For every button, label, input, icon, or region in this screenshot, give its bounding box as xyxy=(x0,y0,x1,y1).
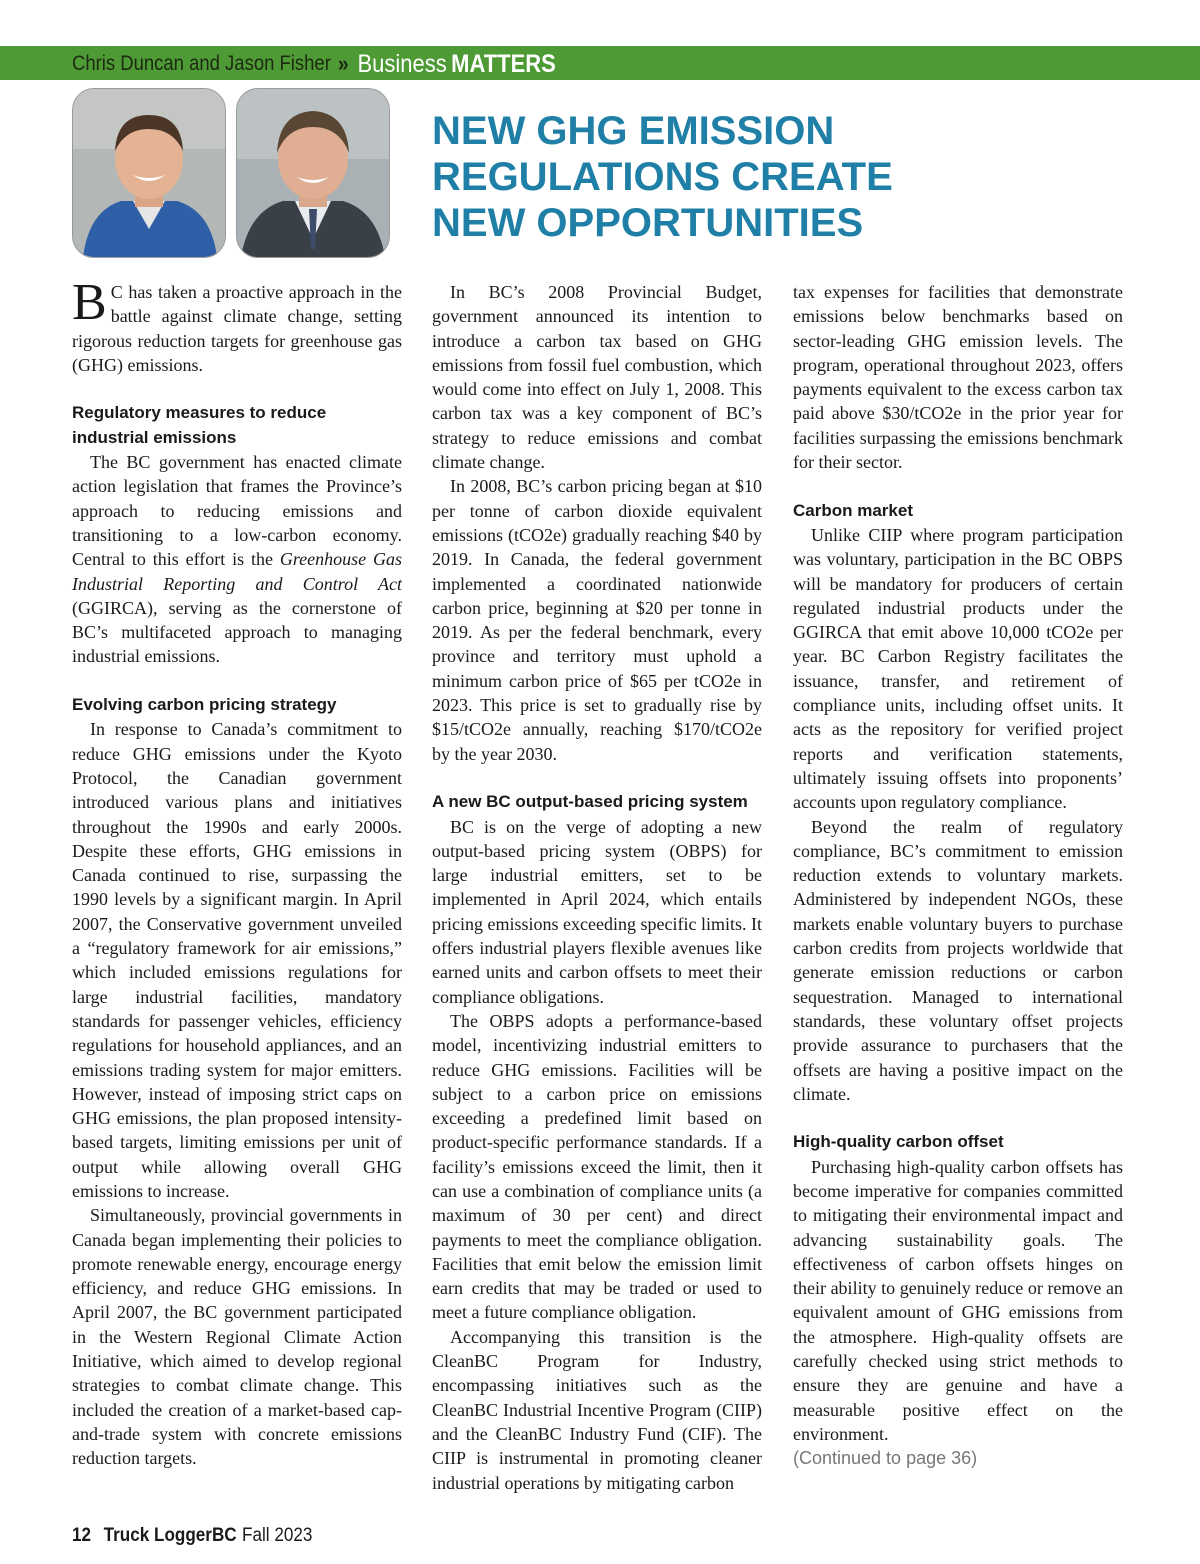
page-footer xyxy=(72,1522,312,1550)
article-column-3 xyxy=(793,280,1123,1470)
body-paragraph: Beyond the realm of regulatory compliance, BC’s commitment to emission reduction extends to voluntary markets. Administered by independent NGOs, these markets enable voluntary buyers to purchase carbon credits from projects worldwide that generate emission reductions or carbon sequestration. Managed to international standards, these voluntary offset projects provide assurance to purchasers that the offsets are having a positive impact on the climate. xyxy=(793,816,1123,1104)
headline-line: NEW OPPORTUNITIES xyxy=(432,201,864,245)
body-paragraph xyxy=(72,450,402,669)
body-text: The BC government has enacted climate action legislation that frames the Province’s approach to reducing emissions and transitioning to a low-carbon economy. Central to this effort is the xyxy=(72,452,402,570)
act-title: Greenhouse Gas Industrial Reporting and Control Act xyxy=(72,549,403,594)
article-column-1 xyxy=(72,274,403,1471)
body-paragraph: In BC’s 2008 Provincial Budget, government announced its intention to introduce a carbon tax based on GHG emissions from fossil fuel combustion, which would come into effect on July 1, 2008. This carbon tax was a key component of BC’s strategy to reduce emissions and combat climate change. xyxy=(432,282,762,473)
author-names: Chris Duncan and Jason Fisher xyxy=(72,52,331,75)
section-header xyxy=(72,48,556,80)
heading-carbon-market: Carbon market xyxy=(793,500,913,520)
body-paragraph: Purchasing high-quality carbon offsets has become imperative for companies committed to mitigating their environmental impact and advancing sustainability goals. The effectiveness of carbon offsets hinges on their ability to genuinely reduce or remove an equivalent amount of GHG emissions from the atmosphere. High-quality offsets are carefully checked using strict methods to ensure they are genuine and have a measurable positive effect on the environment. xyxy=(793,1156,1123,1444)
article-column-2 xyxy=(432,280,762,1495)
body-paragraph: Unlike CIIP where program participation was voluntary, participation in the BC OBPS will be mandatory for producers of certain regulated industrial products under the GGIRCA that emit above 10,000 tCO2e per year. BC Carbon Registry facilitates the issuance, transfer, and retirement of compliance units, including offset units. It acts as the repository for verified project reports and verification statements, ultimately issuing offsets into proponents’ accounts upon regulatory compliance. xyxy=(793,524,1123,813)
body-paragraph: In 2008, BC’s carbon pricing began at $10 per tonne of carbon dioxide equivalent emissions (tCO2e) gradually reaching $40 by 2019. In Canada, the federal government implemented a coordinated nationwide carbon price, beginning at $20 per tonne in 2019. As per the federal benchmark, every province and territory must uphold a minimum carbon price of $65 per tCO2e in 2023. This price is set to gradually rise by $15/tCO2e annually, reaching $170/tCO2e by the year 2030. xyxy=(432,476,762,764)
magazine-name: Truck LoggerBC xyxy=(103,1525,237,1546)
section-name-bold: MATTERS xyxy=(451,49,556,78)
body-paragraph: Simultaneously, provincial governments in Canada began implementing their policies to promote renewable energy, encourage energy efficiency, and reduce GHG emissions. In April 2007, the BC government participated in the Western Regional Climate Action Initiative, which aimed to develop regional strategies to combat climate change. This included the creation of a market-based cap-and-trade system with concrete emissions reduction targets. xyxy=(72,1205,402,1469)
heading-regulatory-measures: Regulatory measures to reduce industrial emissions xyxy=(72,403,327,447)
headline-line: NEW GHG EMISSION xyxy=(432,109,835,153)
issue-date: Fall 2023 xyxy=(242,1525,313,1546)
heading-output-based-pricing: A new BC output-based pricing system xyxy=(432,792,748,812)
body-paragraph: The OBPS adopts a performance-based model, incentivizing industrial emitters to reduce GHG emissions. Facilities will be subject to a carbon price on emissions exceeding a predefined limit based on product-specific performance standards. If a facility’s emissions exceed the limit, then it can use a combination of compliance units (a maximum of 30 per cent) and direct payments to meet the compliance obligation. Facilities that emit below the emission limit earn credits that may be traded or used to meet a future compliance obligation. xyxy=(432,1010,762,1323)
body-paragraph: In response to Canada’s commitment to reduce GHG emissions under the Kyoto Protocol, the Canadian government introduced various plans and initiatives throughout the 1990s and early 2000s. Despite these efforts, GHG emissions in Canada continued to rise, surpassing the 1990 levels by a significant margin. In April 2007, the Conservative government unveiled a “regulatory framework for air emissions,” which included emissions regulations for large industrial facilities, mandatory standards for passenger vehicles, efficiency regulations for household appliances, and an emissions trading system for major emitters. However, instead of imposing strict caps on GHG emissions, the plan proposed intensity-based targets, limiting emissions per unit of output while allowing overall GHG emissions to increase. xyxy=(72,719,402,1201)
double-chevron-right-icon: » xyxy=(337,51,349,76)
body-paragraph: Accompanying this transition is the CleanBC Program for Industry, encompassing initiatives such as the CleanBC Industrial Incentive Program (CIIP) and the CleanBC Industry Fund (CIF). The CIIP is instrumental in promoting cleaner industrial operations by mitigating carbon xyxy=(432,1326,762,1493)
page-number: 12 xyxy=(72,1525,92,1546)
drop-cap: B xyxy=(72,274,107,331)
author-photo-chris-duncan xyxy=(72,88,226,258)
author-photo-jason-fisher xyxy=(236,88,390,258)
body-paragraph: tax expenses for facilities that demonstrate emissions below benchmarks based on sector-leading GHG emission levels. The program, operational throughout 2023, offers payments equivalent to the excess carbon tax paid above $30/tCO2e in the prior year for facilities surpassing the emissions benchmark for their sector. xyxy=(793,282,1123,473)
continued-note: (Continued to page 36) xyxy=(793,1448,978,1469)
article-headline xyxy=(432,108,1172,246)
body-paragraph: BC is on the verge of adopting a new output-based pricing system (OBPS) for large industrial emitters, set to be implemented in April 2024, which entails pricing emissions exceeding specific limits. It offers industrial players flexible avenues like earned units and carbon offsets to meet their compliance obligations. xyxy=(432,816,762,1007)
body-text: (GGIRCA), serving as the cornerstone of BC’s multifaceted approach to managing industrial emissions. xyxy=(72,597,402,667)
headline-line: REGULATIONS CREATE xyxy=(432,155,893,199)
section-name: Business xyxy=(357,49,447,78)
intro-paragraph xyxy=(72,274,402,377)
heading-high-quality-offset: High-quality carbon offset xyxy=(793,1132,1004,1152)
heading-evolving-carbon-pricing: Evolving carbon pricing strategy xyxy=(72,695,337,715)
intro-text: C has taken a proactive approach in the battle against climate change, setting rigorous reduction targets for greenhouse gas (GHG) emissions. xyxy=(72,282,402,375)
